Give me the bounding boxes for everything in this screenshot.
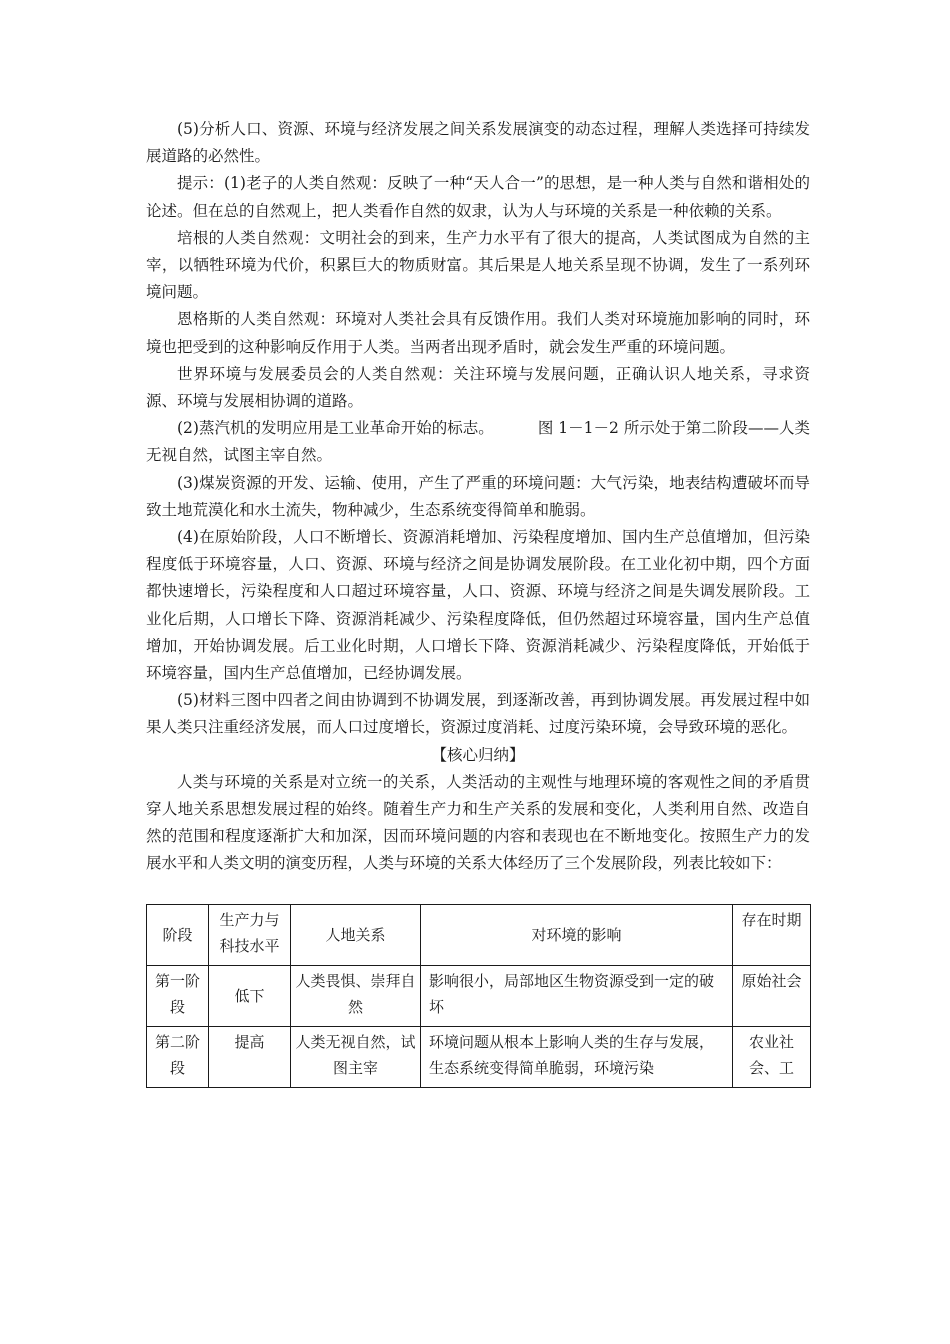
hint-engels: 恩格斯的人类自然观：环境对人类社会具有反馈作用。我们人类对环境施加影响的同时，环境也把受到的这种影响反作用于人类。当两者出现矛盾时，就会发生严重的环境问题。	[146, 310, 810, 356]
question-5: (5)分析人口、资源、环境与经济发展之间关系发展演变的动态过程，理解人类选择可持续发展道路的必然性。	[146, 120, 810, 166]
table-row	[147, 1026, 811, 1087]
answer-2	[146, 415, 810, 469]
header-impact: 对环境的影响	[421, 904, 733, 965]
row1-period: 原始社会	[733, 965, 811, 1026]
row2-productivity: 提高	[209, 1026, 291, 1087]
row2-impact: 环境问题从根本上影响人类的生存与发展，生态系统变得简单脆弱，环境污染	[429, 1032, 715, 1077]
row2-period: 农业社会、工	[748, 1032, 794, 1077]
hint-bacon: 培根的人类自然观：文明社会的到来，生产力水平有了很大的提高，人类试图成为自然的主宰，以牺牲环境为代价，积累巨大的物质财富。其后果是人地关系呈现不协调，发生了一系列环境问题。	[146, 228, 810, 302]
comparison-table-wrapper	[146, 904, 810, 1088]
answer-3: (3)煤炭资源的开发、运输、使用，产生了严重的环境问题：大气污染，地表结构遭破坏而导致土地荒漠化和水土流失，物种减少，生态系统变得简单和脆弱。	[146, 473, 810, 519]
row2-period-cell	[733, 1026, 811, 1087]
hint-wced: 世界环境与发展委员会的人类自然观：关注环境与发展问题，正确认识人地关系，寻求资源、环境与发展相协调的道路。	[146, 364, 810, 411]
section-heading: 【核心归纳】	[431, 745, 525, 764]
answer-4: (4)在原始阶段，人口不断增长、资源消耗增加、污染程度增加、国内生产总值增加，但污染程度低于环境容量，人口、资源、环境与经济之间是协调发展阶段。在工业化初中期，四个方面都快速增长，污染程度和人口超过环境容量，人口、资源、环境与经济之间是失调发展阶段。工业化后期，人口增长下降、资源消耗减少、污染程度降低，但仍然超过环境容量，国内生产总值增加，开始协调发展。后工业化时期，人口增长下降、资源消耗减少、污染程度降低，开始低于环境容量，国内生产总值增加，已经协调发展。	[146, 528, 810, 683]
summary-paragraph: 人类与环境的关系是对立统一的关系，人类活动的主观性与地理环境的客观性之间的矛盾贯穿人地关系思想发展过程的始终。随着生产力和生产关系的发展和变化，人类利用自然、改造自然的范围和程度逐渐扩大和加深，因而环境问题的内容和表现也在不断地变化。按照生产力的发展水平和人类文明的演变历程，人类与环境的关系大体经历了三个发展阶段，列表比较如下：	[146, 772, 810, 873]
header-period: 存在时期	[733, 904, 811, 965]
row1-productivity: 低下	[209, 965, 291, 1026]
row2-relation-cell	[291, 1026, 421, 1087]
row1-impact: 影响很小，局部地区生物资源受到一定的破坏	[421, 965, 733, 1026]
header-stage: 阶段	[147, 904, 209, 965]
row1-relation: 人类畏惧、崇拜自然	[291, 965, 421, 1026]
hint-laozi: 提示：(1)老子的人类自然观：反映了一种“天人合一”的思想，是一种人类与自然和谐相处的论述。但在总的自然观上，把人类看作自然的奴隶，认为人与环境的关系是一种依赖的关系。	[146, 174, 810, 220]
row2-stage: 第二阶段	[147, 1026, 209, 1087]
header-relation: 人地关系	[291, 904, 421, 965]
header-productivity: 生产力与科技水平	[209, 904, 291, 965]
table-row	[147, 965, 811, 1026]
document-page	[146, 116, 810, 1088]
row2-impact-cell	[421, 1026, 733, 1087]
answer-2-part1: (2)蒸汽机的发明应用是工业革命开始的标志。	[177, 419, 494, 438]
answer-2-part2: 图 1－1－2 所示处于第二阶段——人类无视自然，试图主宰自然。	[146, 419, 810, 465]
row1-stage: 第一阶段	[147, 965, 209, 1026]
table-header-row	[147, 904, 811, 965]
row2-relation: 人类无视自然，试图主宰	[295, 1032, 416, 1077]
comparison-table	[146, 904, 811, 1088]
answer-5: (5)材料三图中四者之间由协调到不协调发展，到逐渐改善，再到协调发展。再发展过程中如果人类只注重经济发展，而人口过度增长，资源过度消耗、过度污染环境，会导致环境的恶化。	[146, 691, 810, 737]
